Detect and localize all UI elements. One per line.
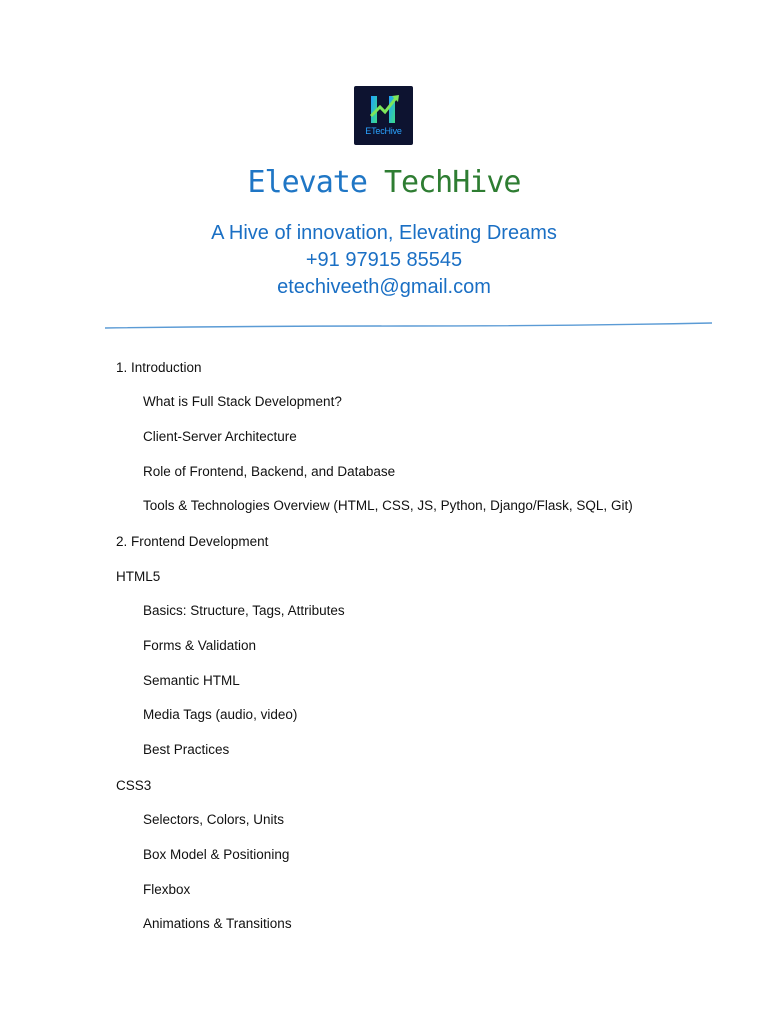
etechhive-logo <box>354 86 413 145</box>
list-item: Best Practices <box>143 742 230 757</box>
brand-word-elevate: Elevate <box>247 165 367 200</box>
list-item: Tools & Technologies Overview (HTML, CSS, JS, Python, Django/Flask, SQL, Git) <box>143 498 633 513</box>
list-item: Animations & Transitions <box>143 916 292 931</box>
section-heading-introduction: 1. Introduction <box>116 360 202 375</box>
list-item: Forms & Validation <box>143 638 257 653</box>
list-item: Basics: Structure, Tags, Attributes <box>143 603 345 618</box>
list-item: Role of Frontend, Backend, and Database <box>143 464 396 479</box>
section-heading-frontend: 2. Frontend Development <box>116 534 269 549</box>
phone-number: +91 97915 85545 <box>305 249 463 271</box>
brand-word-techhive: TechHive <box>384 165 521 200</box>
logo-h-mark-icon <box>354 86 413 145</box>
list-item: Flexbox <box>143 882 191 897</box>
header-divider <box>105 320 715 334</box>
list-item: Semantic HTML <box>143 673 240 688</box>
subsection-heading-html5: HTML5 <box>116 569 161 584</box>
brand-title <box>0 165 768 201</box>
list-item: Box Model & Positioning <box>143 847 290 862</box>
subsection-heading-css3: CSS3 <box>116 778 152 793</box>
logo-text: ETecHive <box>365 126 402 136</box>
tagline: A Hive of innovation, Elevating Dreams <box>211 222 557 244</box>
list-item: Client-Server Architecture <box>143 429 297 444</box>
list-item: What is Full Stack Development? <box>143 394 342 409</box>
list-item: Selectors, Colors, Units <box>143 812 285 827</box>
list-item: Media Tags (audio, video) <box>143 707 298 722</box>
email-address: etechiveeth@gmail.com <box>277 276 491 298</box>
